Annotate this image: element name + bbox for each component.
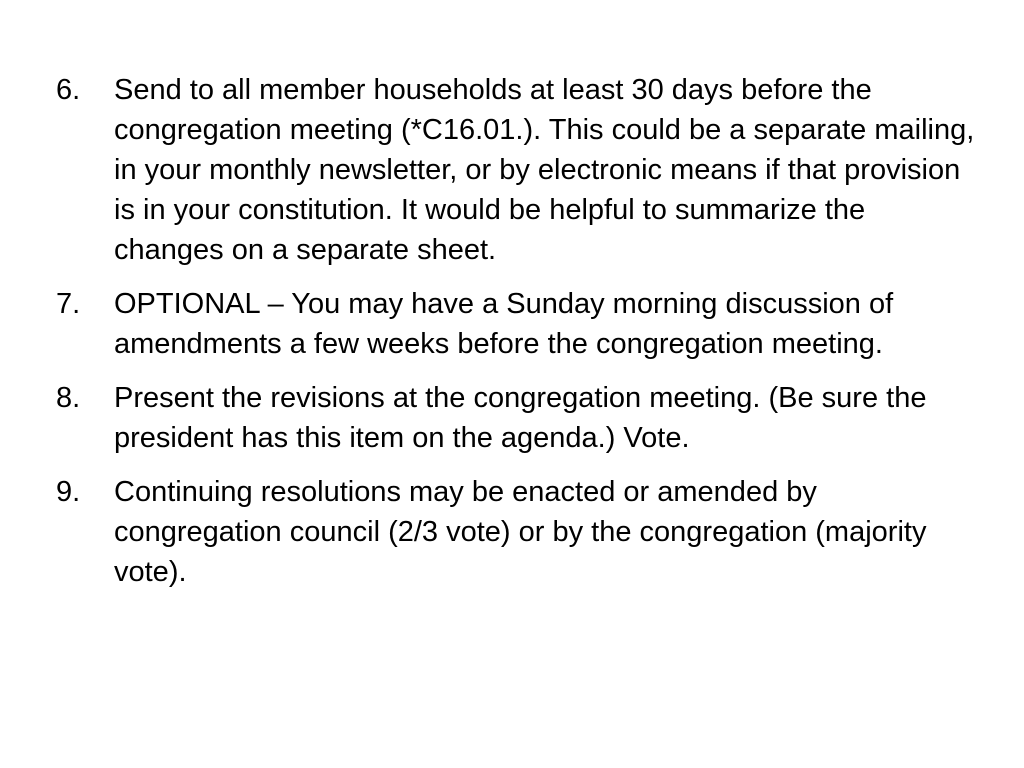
list-item-number: 9. bbox=[56, 476, 81, 508]
list-item-number: 6. bbox=[56, 74, 81, 106]
list-item bbox=[56, 284, 976, 364]
list-item-text: Present the revisions at the congregation meeting. (Be sure the president has this item on the agenda.) Vote. bbox=[114, 382, 927, 454]
list-item bbox=[56, 378, 976, 458]
list-item-text: OPTIONAL – You may have a Sunday morning discussion of amendments a few weeks before the congregation meeting. bbox=[114, 288, 894, 360]
list-item bbox=[56, 70, 976, 270]
list-item bbox=[56, 472, 976, 592]
list-item-number: 8. bbox=[56, 382, 81, 414]
numbered-list bbox=[56, 70, 976, 606]
list-item-number: 7. bbox=[56, 288, 81, 320]
list-item-text: Send to all member households at least 30 days before the congregation meeting (*C16.01.). This could be a separate mailing, in your monthly newsletter, or by electronic means if that provision is in your constitution. It would be helpful to summarize the changes on a separate sheet. bbox=[114, 74, 975, 266]
list-item-text: Continuing resolutions may be enacted or amended by congregation council (2/3 vote) or by the congregation (majority vote). bbox=[114, 476, 927, 588]
